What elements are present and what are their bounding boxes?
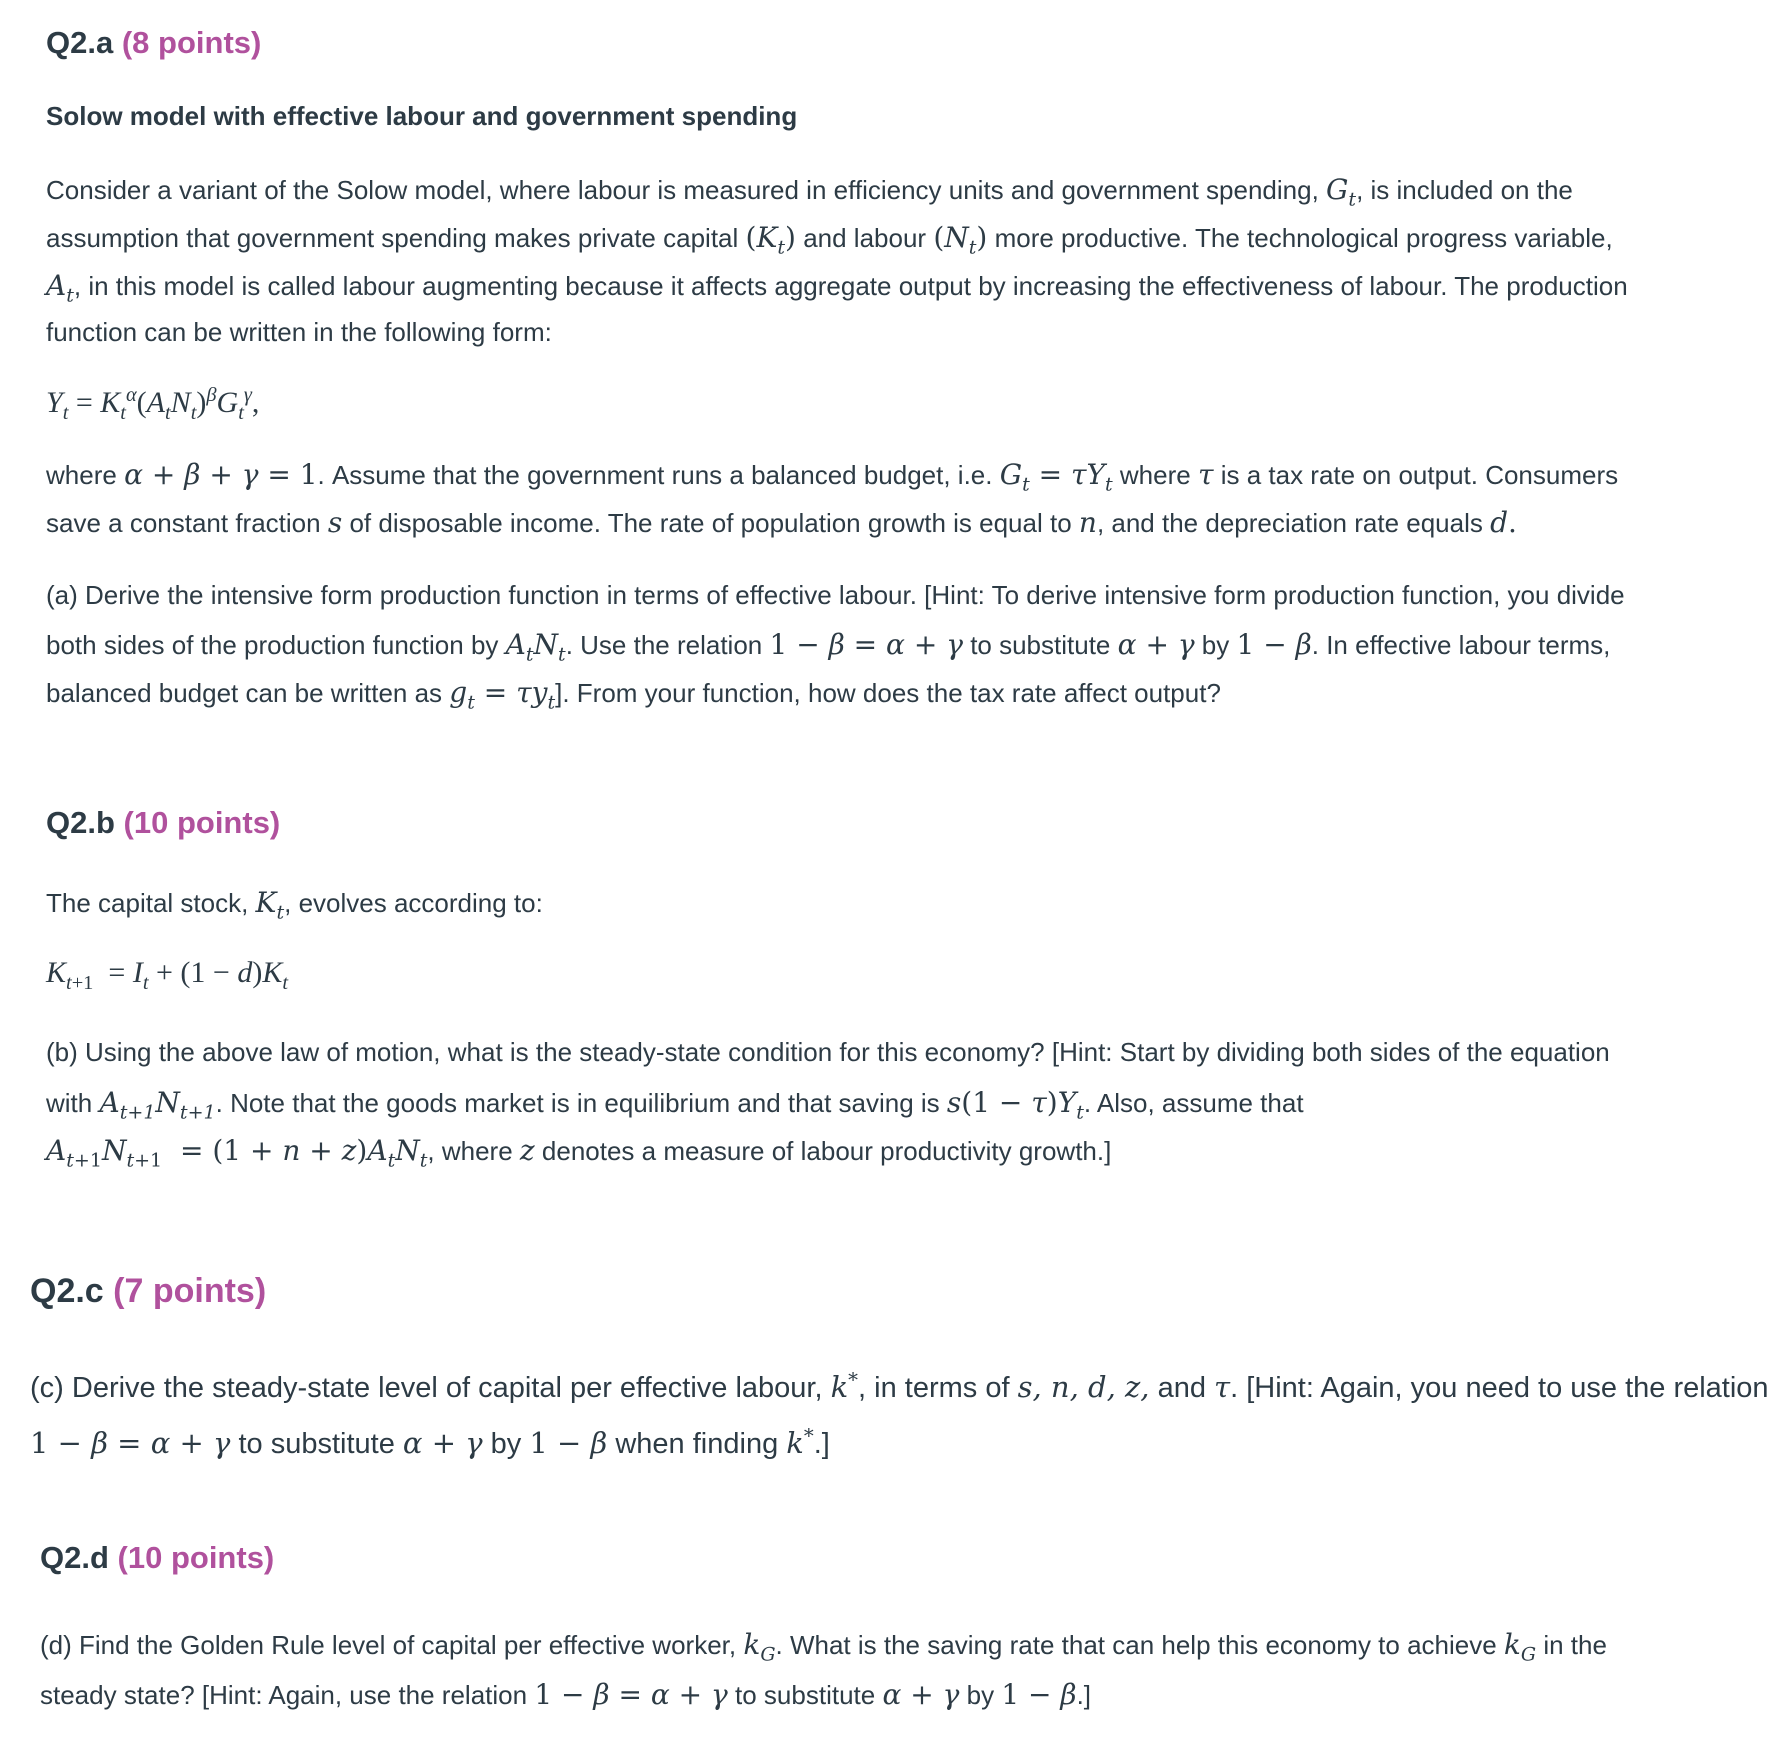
math-k-star: k* [830, 1368, 859, 1404]
question-points: (10 points) [117, 1540, 275, 1575]
paragraph-line: function can be written in the following form: [46, 317, 552, 347]
math-At: $A_t$ [46, 269, 74, 307]
math-alpha-beta-gamma: α + β + γ = 1 [124, 458, 318, 491]
paragraph-line: $A_t$, in this model is called labour augmenting because it affects aggregate output by increasing the effectiveness of labour. The production [46, 269, 1628, 307]
question-points: (7 points) [113, 1272, 267, 1310]
math-saving: $s(1 - \tau)Y_t$ [946, 1086, 1084, 1124]
question-header [46, 25, 261, 61]
question-part-a-line: balanced budget can be written as $g_t = \tau y_t$]. From your function, how does the tax rate affect output? [46, 676, 1221, 714]
math-alpha-plus-gamma: α + γ [882, 1678, 960, 1711]
math-Kt: $(K_t)$ [745, 221, 796, 259]
question-points: (8 points) [121, 25, 262, 60]
question-part-c: (c) Derive the steady-state level of capital per effective labour, k*, in terms of s, n, d, z, and τ. [Hint: Again, you need to use the relation [30, 1368, 1769, 1404]
math-growth-relation: $A_{t+1}N_{t+1} = (1 + n + z)A_tN_t$ [46, 1134, 428, 1172]
question-label: Q2.a [46, 25, 114, 60]
math-relation: 1 − β = α + γ [769, 628, 963, 661]
math-tau: τ [1197, 458, 1214, 491]
question-part-a: (a) Derive the intensive form production function in terms of effective labour. [Hint: To derive intensive form production function, you divide [46, 580, 1625, 610]
section-subheading: Solow model with effective labour and government spending [46, 101, 798, 131]
question-part-b-line: with $A_{t+1}N_{t+1}$. Note that the goods market is in equilibrium and that saving is $s(1 - \tau)Y_t$. Also, assume that [46, 1086, 1304, 1124]
paragraph-line: Consider a variant of the Solow model, where labour is measured in efficiency units and government spending, $G_t$, is included on the [46, 173, 1573, 211]
math-z: z [519, 1134, 535, 1167]
law-of-motion-equation: $K_{t+1} = I_t + (1 - d)K_t$ [46, 956, 288, 994]
paragraph-line: save a constant fraction s of disposable income. The rate of population growth is equal to n, and the depreciation rate equals d. [46, 506, 1517, 539]
math-s: s [327, 506, 343, 539]
paragraph-line: where α + β + γ = 1. Assume that the government runs a balanced budget, i.e. $G_t = \tau Y_t$ where τ is a tax rate on output. Consumers [46, 458, 1619, 496]
question-header [46, 805, 280, 841]
math-Kt: $K_t$ [255, 886, 285, 924]
math-one-minus-beta: 1 − β [1001, 1678, 1077, 1711]
math-Gt: $G_t$ [1326, 173, 1357, 211]
question-header [30, 1272, 266, 1311]
math-AtNt: $A_tN_t$ [505, 628, 566, 666]
question-part-c-line: 1 − β = α + γ to substitute α + γ by 1 − β when finding k*.] [30, 1424, 830, 1460]
math-relation: 1 − β = α + γ [534, 1678, 728, 1711]
question-header [40, 1540, 274, 1576]
math-tau: τ [1214, 1370, 1231, 1404]
math-n: n [1078, 506, 1097, 539]
math-Gt-tauYt: $G_t = \tau Y_t$ [999, 458, 1113, 496]
math-kG: $k_G$ [1503, 1628, 1537, 1666]
question-label: Q2.d [40, 1540, 109, 1575]
math-Nt: $(N_t)$ [933, 221, 988, 259]
question-part-b-line: $A_{t+1}N_{t+1} = (1 + n + z)A_tN_t$, where z denotes a measure of labour productivity growth.] [46, 1134, 1112, 1172]
paragraph-line: The capital stock, $K_t$, evolves according to: [46, 886, 543, 924]
math-relation: 1 − β = α + γ [30, 1426, 231, 1460]
question-part-b: (b) Using the above law of motion, what is the steady-state condition for this economy? [Hint: Start by dividing both sides of the equation [46, 1037, 1610, 1067]
question-points: (10 points) [123, 805, 281, 840]
math-one-minus-beta: 1 − β [1236, 628, 1312, 661]
question-part-d-line: steady state? [Hint: Again, use the relation 1 − β = α + γ to substitute α + γ by 1 − β.] [40, 1678, 1092, 1711]
math-At1Nt1: $A_{t+1}N_{t+1}$ [99, 1086, 216, 1124]
math-gt-tauyt: $g_t = \tau y_t$ [449, 676, 556, 714]
paragraph-line: assumption that government spending makes private capital $(K_t)$ and labour $(N_t)$ more productive. The technological progress variable, [46, 221, 1613, 259]
math-alpha-plus-gamma: α + γ [402, 1426, 483, 1460]
math-one-minus-beta: 1 − β [529, 1426, 608, 1460]
math-d: d [1490, 506, 1509, 539]
math-k-star: k* [786, 1424, 814, 1460]
question-part-a-line: both sides of the production function by $A_tN_t$. Use the relation 1 − β = α + γ to substitute α + γ by 1 − β. In effective labour terms, [46, 628, 1611, 666]
question-part-d: (d) Find the Golden Rule level of capital per effective worker, $k_G$. What is the saving rate that can help this economy to achieve $k_G$ in the [40, 1628, 1607, 1666]
math-kG: $k_G$ [743, 1628, 776, 1666]
question-label: Q2.b [46, 805, 115, 840]
math-variables: s, n, d, z, [1017, 1370, 1150, 1404]
question-label: Q2.c [30, 1272, 104, 1310]
math-alpha-plus-gamma: α + γ [1117, 628, 1195, 661]
production-function-equation: $Y_t = K_t^\alpha(A_tN_t)^\beta G_t^\gamma$, [46, 384, 260, 424]
